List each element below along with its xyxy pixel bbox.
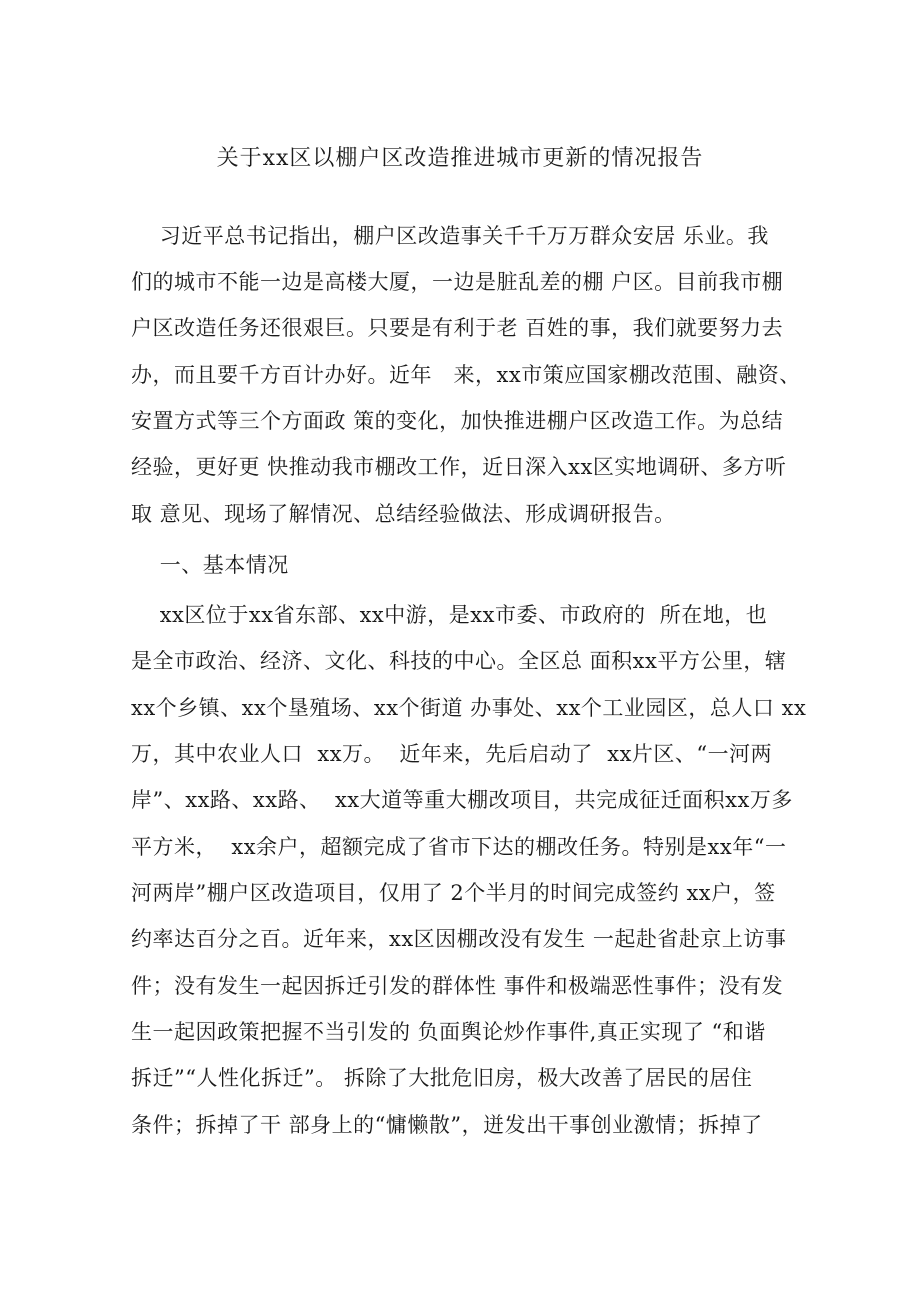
body-line: 岸”、xx路、xx路、 xx大道等重大棚改项目，共完成征迁面积xx万多: [131, 788, 793, 812]
body-line: 件；没有发生一起因拆迁引发的群体性 事件和极端恶性事件；没有发: [131, 974, 784, 998]
body-line: 是全市政治、经济、文化、科技的中心。全区总 面积xx平方公里，辖: [131, 649, 787, 673]
body-line: xx个乡镇、xx个垦殖场、xx个街道 办事处、xx个工业园区，总人口 xx: [131, 696, 807, 720]
body-line: 取 意见、现场了解情况、总结经验做法、形成调研报告。: [131, 502, 676, 526]
body-line: 安置方式等三个方面政 策的变化，加快推进棚户区改造工作。为总结: [131, 409, 784, 433]
body-line: 生一起因政策把握不当引发的 负面舆论炒作事件,真正实现了 “和谐: [131, 1020, 766, 1044]
body-line: 办，而且要千方百计办好。近年 来，xx市策应国家棚改范围、融资、: [131, 363, 801, 387]
body-line: 们的城市不能一边是高楼大厦，一边是脏乱差的棚 户区。目前我市棚: [131, 270, 784, 294]
body-line: 河两岸”棚户区改造项目，仅用了 2个半月的时间完成签约 xx户，签: [131, 881, 776, 905]
body-line: 拆迁”“人性化拆迁”。 拆除了大批危旧房，极大改善了居民的居住: [131, 1066, 753, 1090]
section-heading: 一、基本情况: [131, 553, 289, 577]
body-line: xx区位于xx省东部、xx中游，是xx市委、市政府的 所在地，也: [131, 603, 768, 627]
body-line: 万，其中农业人口 xx万。 近年来，先后启动了 xx片区、“一河两: [131, 742, 773, 766]
body-line: 条件；拆掉了干 部身上的“慵懒散”，迸发出干事创业激情；拆掉了: [131, 1113, 763, 1137]
body-line: 经验，更好更 快推动我市棚改工作，近日深入xx区实地调研、多方听: [131, 455, 787, 479]
body-line: 平方米， xx余户，超额完成了省市下达的棚改任务。特别是xx年“一: [131, 835, 787, 859]
body-line: 习近平总书记指出，棚户区改造事关千千万万群众安居 乐业。我: [131, 224, 769, 248]
document-title: 关于xx区以棚户区改造推进城市更新的情况报告: [216, 146, 704, 171]
body-line: 户区改造任务还很艰巨。只要是有利于老 百姓的事，我们就要努力去: [131, 316, 784, 340]
body-line: 约率达百分之百。近年来，xx区因棚改没有发生 一起赴省赴京上访事: [131, 927, 787, 951]
